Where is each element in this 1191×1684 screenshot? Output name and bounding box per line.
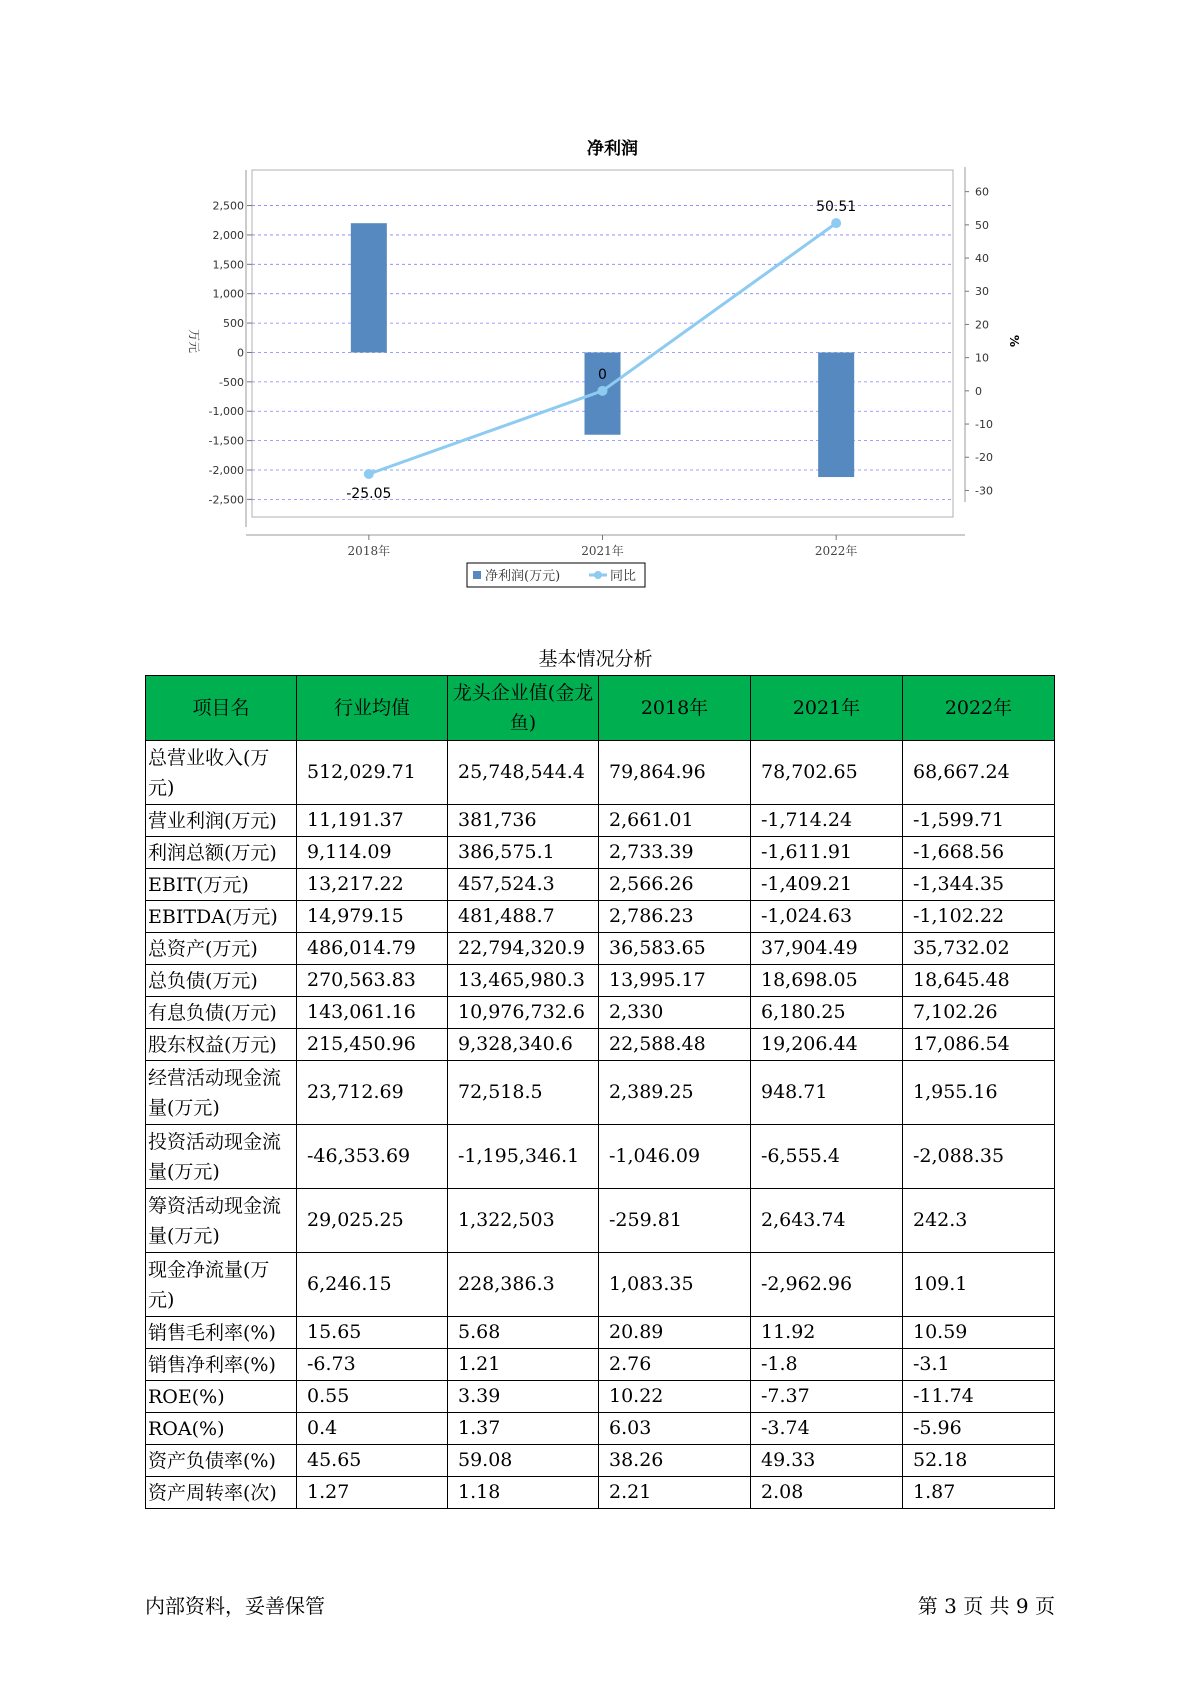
table-cell: 25,748,544.4 xyxy=(448,741,599,805)
header-2021: 2021年 xyxy=(751,676,903,741)
table-cell: -46,353.69 xyxy=(297,1125,448,1189)
table-row xyxy=(146,741,1055,805)
right-tick-label: 50 xyxy=(975,218,989,232)
table-cell: 381,736 xyxy=(448,805,599,837)
table-cell: 6.03 xyxy=(599,1413,751,1445)
table-cell: 228,386.3 xyxy=(448,1253,599,1317)
table-cell: 29,025.25 xyxy=(297,1189,448,1253)
table-row xyxy=(146,901,1055,933)
table-row xyxy=(146,1381,1055,1413)
header-item-name: 项目名 xyxy=(146,676,297,741)
row-label: 股东权益(万元) xyxy=(146,1029,297,1061)
table-cell: -1,024.63 xyxy=(751,901,903,933)
table-cell: 109.1 xyxy=(903,1253,1055,1317)
table-cell: 17,086.54 xyxy=(903,1029,1055,1061)
table-row xyxy=(146,805,1055,837)
table-cell: 52.18 xyxy=(903,1445,1055,1477)
table-cell: 10.59 xyxy=(903,1317,1055,1349)
table-cell: -259.81 xyxy=(599,1189,751,1253)
table-cell: 5.68 xyxy=(448,1317,599,1349)
table-cell: 37,904.49 xyxy=(751,933,903,965)
table-cell: 79,864.96 xyxy=(599,741,751,805)
legend-bar-swatch xyxy=(473,571,481,579)
table-cell: -1,195,346.1 xyxy=(448,1125,599,1189)
left-tick-label: 0 xyxy=(237,346,244,360)
table-cell: 23,712.69 xyxy=(297,1061,448,1125)
table-cell: 386,575.1 xyxy=(448,837,599,869)
table-row xyxy=(146,1317,1055,1349)
table-cell: 0.55 xyxy=(297,1381,448,1413)
table-cell: 7,102.26 xyxy=(903,997,1055,1029)
header-industry-avg: 行业均值 xyxy=(297,676,448,741)
yoy-point xyxy=(831,218,841,228)
yoy-point xyxy=(598,386,608,396)
row-label: 销售毛利率(%) xyxy=(146,1317,297,1349)
row-label: 投资活动现金流量(万元) xyxy=(146,1125,297,1189)
right-axis-title: % xyxy=(1007,334,1021,348)
table-cell: 1.27 xyxy=(297,1477,448,1509)
table-cell: -3.74 xyxy=(751,1413,903,1445)
table-cell: 19,206.44 xyxy=(751,1029,903,1061)
row-label: 销售净利率(%) xyxy=(146,1349,297,1381)
right-tick-label: 40 xyxy=(975,252,989,266)
table-cell: 1.37 xyxy=(448,1413,599,1445)
table-row xyxy=(146,1413,1055,1445)
yoy-data-label: 0 xyxy=(598,366,607,383)
table-cell: 2.08 xyxy=(751,1477,903,1509)
table-cell: 22,588.48 xyxy=(599,1029,751,1061)
table-cell: 18,698.05 xyxy=(751,965,903,997)
table-cell: 9,328,340.6 xyxy=(448,1029,599,1061)
row-label: 总资产(万元) xyxy=(146,933,297,965)
table-cell: -1.8 xyxy=(751,1349,903,1381)
table-cell: 2,733.39 xyxy=(599,837,751,869)
left-axis-title: 万元 xyxy=(187,328,201,354)
row-label: 利润总额(万元) xyxy=(146,837,297,869)
table-cell: 36,583.65 xyxy=(599,933,751,965)
table-cell: 2,566.26 xyxy=(599,869,751,901)
table-cell: 0.4 xyxy=(297,1413,448,1445)
table-cell: 78,702.65 xyxy=(751,741,903,805)
table-cell: 38.26 xyxy=(599,1445,751,1477)
right-tick-label: -20 xyxy=(975,451,993,465)
row-label: 资产负债率(%) xyxy=(146,1445,297,1477)
footer-confidential-note: 内部资料，妥善保管 xyxy=(145,1594,325,1618)
table-cell: 2,330 xyxy=(599,997,751,1029)
table-cell: 20.89 xyxy=(599,1317,751,1349)
table-cell: 2,661.01 xyxy=(599,805,751,837)
table-cell: 1,322,503 xyxy=(448,1189,599,1253)
table-cell: 1,955.16 xyxy=(903,1061,1055,1125)
table-cell: 486,014.79 xyxy=(297,933,448,965)
row-label: 有息负债(万元) xyxy=(146,997,297,1029)
table-cell: 6,180.25 xyxy=(751,997,903,1029)
row-label: EBITDA(万元) xyxy=(146,901,297,933)
table-row xyxy=(146,965,1055,997)
table-cell: 10,976,732.6 xyxy=(448,997,599,1029)
right-tick-label: 20 xyxy=(975,318,989,332)
row-label: 总负债(万元) xyxy=(146,965,297,997)
table-cell: 512,029.71 xyxy=(297,741,448,805)
table-cell: 215,450.96 xyxy=(297,1029,448,1061)
legend-bar-label: 净利润(万元) xyxy=(485,569,561,584)
x-tick-label: 2018年 xyxy=(347,544,391,558)
basic-analysis-table xyxy=(145,675,1055,1509)
table-cell: 22,794,320.9 xyxy=(448,933,599,965)
right-tick-label: -30 xyxy=(975,484,993,498)
row-label: 资产周转率(次) xyxy=(146,1477,297,1509)
table-cell: 1.18 xyxy=(448,1477,599,1509)
table-header-row xyxy=(146,676,1055,741)
table-cell: 18,645.48 xyxy=(903,965,1055,997)
table-cell: 242.3 xyxy=(903,1189,1055,1253)
table-cell: -6.73 xyxy=(297,1349,448,1381)
table-cell: 2.76 xyxy=(599,1349,751,1381)
table-cell: 1,083.35 xyxy=(599,1253,751,1317)
table-caption: 基本情况分析 xyxy=(538,648,653,670)
table-cell: 948.71 xyxy=(751,1061,903,1125)
left-tick-label: 1,500 xyxy=(212,258,244,272)
header-leader-value: 龙头企业值(金龙鱼) xyxy=(448,676,599,741)
table-row xyxy=(146,1253,1055,1317)
row-label: 现金净流量(万元) xyxy=(146,1253,297,1317)
table-cell: -2,088.35 xyxy=(903,1125,1055,1189)
yoy-data-label: -25.05 xyxy=(346,486,392,503)
table-row xyxy=(146,1061,1055,1125)
left-tick-label: 2,000 xyxy=(212,228,244,242)
bar-2018年 xyxy=(351,223,387,352)
legend-line-marker xyxy=(594,571,602,579)
row-label: 筹资活动现金流量(万元) xyxy=(146,1189,297,1253)
table-row xyxy=(146,1189,1055,1253)
table-cell: -1,046.09 xyxy=(599,1125,751,1189)
yoy-data-label: 50.51 xyxy=(816,199,857,216)
table-cell: -1,599.71 xyxy=(903,805,1055,837)
table-cell: 143,061.16 xyxy=(297,997,448,1029)
row-label: EBIT(万元) xyxy=(146,869,297,901)
left-tick-label: 500 xyxy=(223,317,244,331)
left-tick-label: 2,500 xyxy=(212,199,244,213)
left-tick-label: -1,000 xyxy=(208,405,244,419)
table-cell: -6,555.4 xyxy=(751,1125,903,1189)
row-label: 经营活动现金流量(万元) xyxy=(146,1061,297,1125)
left-tick-label: -1,500 xyxy=(208,434,244,448)
table-row xyxy=(146,1349,1055,1381)
left-tick-label: -2,500 xyxy=(208,493,244,507)
right-tick-label: 10 xyxy=(975,351,989,365)
table-cell: 10.22 xyxy=(599,1381,751,1413)
table-row xyxy=(146,933,1055,965)
right-tick-label: 60 xyxy=(975,185,989,199)
x-tick-label: 2021年 xyxy=(581,544,624,558)
row-label: 营业利润(万元) xyxy=(146,805,297,837)
table-cell: -1,714.24 xyxy=(751,805,903,837)
table-row xyxy=(146,1029,1055,1061)
right-tick-label: 30 xyxy=(975,285,989,299)
left-tick-label: -500 xyxy=(219,375,244,389)
net-profit-chart xyxy=(140,130,1050,600)
table-cell: -7.37 xyxy=(751,1381,903,1413)
table-row xyxy=(146,1445,1055,1477)
table-cell: -1,611.91 xyxy=(751,837,903,869)
header-2022: 2022年 xyxy=(903,676,1055,741)
table-cell: 1.87 xyxy=(903,1477,1055,1509)
table-cell: 14,979.15 xyxy=(297,901,448,933)
table-cell: 13,995.17 xyxy=(599,965,751,997)
legend-line-label: 同比 xyxy=(610,569,637,584)
table-cell: 68,667.24 xyxy=(903,741,1055,805)
table-cell: 72,518.5 xyxy=(448,1061,599,1125)
table-cell: -11.74 xyxy=(903,1381,1055,1413)
table-row xyxy=(146,1477,1055,1509)
table-cell: 49.33 xyxy=(751,1445,903,1477)
table-cell: 2,643.74 xyxy=(751,1189,903,1253)
table-row xyxy=(146,1125,1055,1189)
table-cell: -2,962.96 xyxy=(751,1253,903,1317)
table-row xyxy=(146,837,1055,869)
row-label: 总营业收入(万元) xyxy=(146,741,297,805)
header-2018: 2018年 xyxy=(599,676,751,741)
table-cell: 13,217.22 xyxy=(297,869,448,901)
table-cell: 2,786.23 xyxy=(599,901,751,933)
table-cell: -3.1 xyxy=(903,1349,1055,1381)
table-cell: -1,409.21 xyxy=(751,869,903,901)
table-row xyxy=(146,869,1055,901)
table-cell: -1,344.35 xyxy=(903,869,1055,901)
table-cell: 1.21 xyxy=(448,1349,599,1381)
table-cell: 3.39 xyxy=(448,1381,599,1413)
table-cell: 481,488.7 xyxy=(448,901,599,933)
yoy-point xyxy=(364,469,374,479)
chart-svg xyxy=(140,130,1050,600)
right-tick-label: -10 xyxy=(975,418,993,432)
table-row xyxy=(146,997,1055,1029)
table-cell: 2,389.25 xyxy=(599,1061,751,1125)
row-label: ROE(%) xyxy=(146,1381,297,1413)
table-cell: 45.65 xyxy=(297,1445,448,1477)
right-tick-label: 0 xyxy=(975,384,982,398)
table-cell: -5.96 xyxy=(903,1413,1055,1445)
table-cell: 11.92 xyxy=(751,1317,903,1349)
bar-2022年 xyxy=(818,352,854,477)
table-cell: 6,246.15 xyxy=(297,1253,448,1317)
table-cell: -1,668.56 xyxy=(903,837,1055,869)
table-cell: 9,114.09 xyxy=(297,837,448,869)
table-cell: 35,732.02 xyxy=(903,933,1055,965)
table-cell: 270,563.83 xyxy=(297,965,448,997)
table-cell: 457,524.3 xyxy=(448,869,599,901)
table-cell: 2.21 xyxy=(599,1477,751,1509)
table-cell: 59.08 xyxy=(448,1445,599,1477)
row-label: ROA(%) xyxy=(146,1413,297,1445)
table-cell: 13,465,980.3 xyxy=(448,965,599,997)
table-cell: -1,102.22 xyxy=(903,901,1055,933)
table-cell: 11,191.37 xyxy=(297,805,448,837)
table-cell: 15.65 xyxy=(297,1317,448,1349)
footer-page-number: 第 3 页 共 9 页 xyxy=(917,1594,1055,1618)
left-tick-label: 1,000 xyxy=(212,287,244,301)
chart-title: 净利润 xyxy=(587,139,638,159)
x-tick-label: 2022年 xyxy=(814,544,858,558)
left-tick-label: -2,000 xyxy=(208,463,244,477)
